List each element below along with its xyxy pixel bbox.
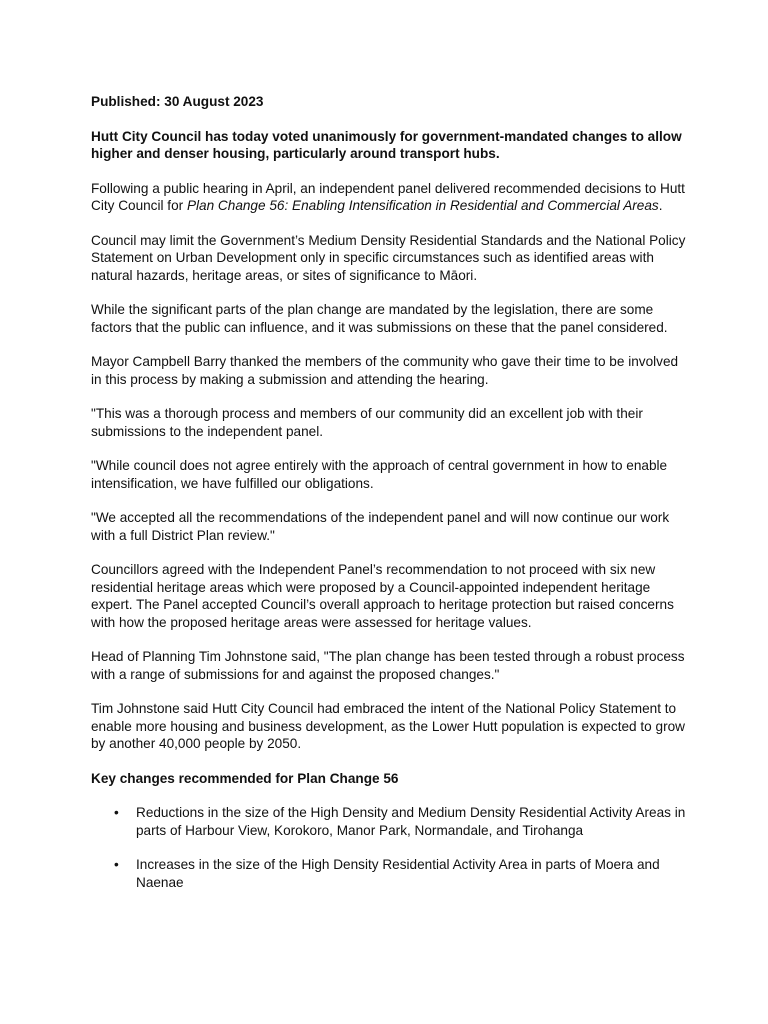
paragraph-panel-end: . [658, 198, 663, 213]
list-item [91, 856, 691, 891]
list-item [91, 804, 691, 839]
published-date: Published: 30 August 2023 [91, 94, 264, 109]
paragraph-heritage-areas: Councillors agreed with the Independent Panel’s recommendation to not proceed with six new residential heritage areas which were proposed by a Council-appointed independent heritage expert. The Panel accepted Council’s overall approach to heritage protection but raised concerns with how the proposed heritage areas were assessed for heritage values. [91, 562, 674, 630]
quote-obligations: "While council does not agree entirely with the approach of central government in how to enable intensification, we have fulfilled our obligations. [91, 458, 668, 491]
list-item-text: Increases in the size of the High Density Residential Activity Area in parts of Moera and Naenae [136, 857, 660, 890]
quote-thorough-process: "This was a thorough process and members of our community did an excellent job with their submissions to the independent panel. [91, 406, 643, 439]
list-item-text: Reductions in the size of the High Density and Medium Density Residential Activity Areas in parts of Harbour View, Korokoro, Manor Park, Normandale, and Tirohanga [136, 805, 686, 838]
key-changes-list [91, 804, 691, 891]
document-page [91, 93, 691, 908]
key-changes-heading: Key changes recommended for Plan Change 56 [91, 770, 399, 786]
quote-accepted-recommendations: "We accepted all the recommendations of the independent panel and will now continue our work with a full District Plan review." [91, 510, 670, 543]
paragraph-public-influence: While the significant parts of the plan change are mandated by the legislation, there are some factors that the public can influence, and it was submissions on these that the panel considered. [91, 302, 668, 335]
paragraph-policy-intent: Tim Johnstone said Hutt City Council had embraced the intent of the National Policy Statement to enable more housing and business development, as the Lower Hutt population is expected to grow by another 40,000 people by 2050. [91, 701, 685, 751]
paragraph-panel-text: Following a public hearing in April, an independent panel delivered recommended decisions to Hutt City Council for [91, 180, 685, 213]
lead-paragraph: Hutt City Council has today voted unanimously for government-mandated changes to allow higher and denser housing, particularly around transport hubs. [91, 128, 682, 161]
paragraph-mayor-thanks: Mayor Campbell Barry thanked the members of the community who gave their time to be involved in this process by making a submission and attending the hearing. [91, 354, 679, 387]
bullet-marker: • [114, 805, 119, 820]
paragraph-panel-decision [91, 180, 691, 215]
paragraph-council-limits: Council may limit the Government’s Medium Density Residential Standards and the National Policy Statement on Urban Development only in specific circumstances such as identified areas with natural hazards, heritage areas, or sites of significance to Māori. [91, 232, 686, 283]
quote-head-of-planning: Head of Planning Tim Johnstone said, "The plan change has been tested through a robust process with a range of submissions for and against the proposed changes." [91, 649, 685, 682]
plan-change-title: Plan Change 56: Enabling Intensification in Residential and Commercial Areas [186, 198, 659, 213]
bullet-marker: • [114, 857, 119, 872]
